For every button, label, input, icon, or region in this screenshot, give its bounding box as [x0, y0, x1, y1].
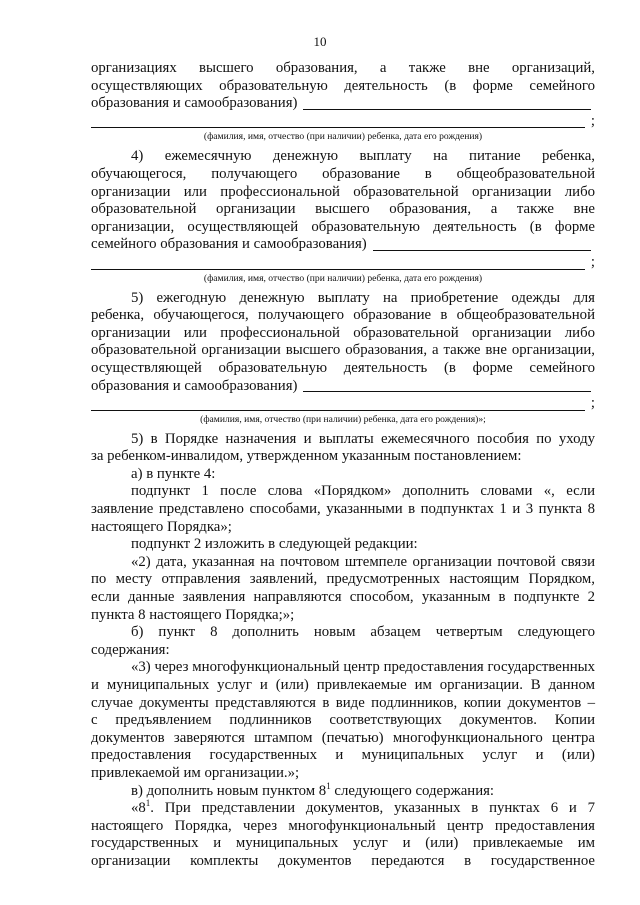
fill-in-field	[91, 113, 595, 131]
semicolon: ;	[590, 395, 595, 412]
text-line: организации комплекты документов передаются в государственное	[91, 852, 595, 869]
text-line: привлекаемой им организации.»;	[91, 764, 300, 781]
text-line: обучающегося, получающего образование в общеобразовательной	[91, 165, 595, 182]
page-number: 10	[313, 34, 327, 49]
superscript: 1	[326, 780, 331, 791]
text-fragment: . При представлении документов, указанных в пунктах 6 и 7	[150, 800, 595, 817]
text-line: за ребенком-инвалидом, утвержденном указанным постановлением:	[91, 448, 522, 465]
fill-in-field	[91, 95, 595, 113]
blank-line	[303, 391, 591, 392]
text-line: по месту отправления заявлений, предусмотренных настоящим Порядком,	[91, 571, 595, 588]
text-line: образования и самообразования)	[91, 95, 298, 112]
text-line: заявление представлено способами, указанными в подпунктах 1 и 3 пункта 8	[91, 501, 595, 518]
text-line: образовательной организации высшего образования, а также вне организации,	[91, 342, 595, 359]
text-fragment: «8	[131, 800, 146, 817]
text-line: организации или профессиональной образовательной организации либо	[91, 324, 595, 341]
text-line: организации или профессиональной образовательной организации либо	[91, 183, 595, 200]
text-line: образования и самообразования)	[91, 377, 298, 394]
text-fragment: в) дополнить новым пунктом 8	[131, 782, 327, 799]
blank-line	[303, 109, 591, 110]
text-line: настоящего Порядка, через многофункциональный центр предоставления	[91, 817, 595, 834]
text-line: предоставления государственных и муниципальных услуг и (или)	[91, 747, 595, 764]
semicolon: ;	[590, 253, 595, 270]
text-line: и муниципальных услуг и (или) привлекаемые им организации. В данном	[91, 677, 595, 693]
field-caption: (фамилия, имя, отчество (при наличии) ребенка, дата его рождения)»;	[200, 413, 486, 425]
blank-line	[91, 269, 585, 270]
text-line: пункта 8 настоящего Порядка;»;	[91, 606, 295, 623]
document-body	[91, 60, 595, 871]
text-line: с предъявлением подлинников соответствующих документов. Копии	[91, 712, 595, 729]
field-caption: (фамилия, имя, отчество (при наличии) ребенка, дата его рождения)	[203, 272, 483, 284]
text-line: а) в пункте 4:	[131, 465, 216, 482]
fill-in-field	[91, 236, 595, 254]
text-line: 4) ежемесячную денежную выплату на питание ребенка,	[131, 148, 595, 165]
text-line: подпункт 2 изложить в следующей редакции:	[131, 536, 418, 553]
text-line: осуществляющих образовательную деятельность (в форме семейного	[91, 77, 595, 94]
fill-in-field	[91, 395, 595, 413]
text-line: если данные заявления направляются способом, указанным в подпункте 2	[91, 589, 595, 606]
text-line	[91, 780, 595, 801]
text-line: 5) ежегодную денежную выплату на приобретение одежды для	[131, 289, 595, 306]
text-line: ребенка, обучающегося, получающего образование в общеобразовательной	[91, 307, 595, 324]
text-line: документов заверяются штампом (печатью) многофункционального центра	[91, 729, 595, 746]
text-line: случае документы представляются в виде подлинников, копии документов –	[91, 694, 595, 711]
text-line: «3) через многофункциональный центр предоставления государственных	[131, 659, 595, 676]
text-line: настоящего Порядка»;	[91, 518, 232, 535]
text-line: образовательной организации высшего образования, а также вне	[91, 201, 595, 218]
text-fragment: следующего содержания:	[330, 782, 495, 799]
blank-line	[91, 410, 585, 411]
superscript: 1	[145, 798, 151, 809]
semicolon: ;	[590, 112, 595, 129]
field-caption: (фамилия, имя, отчество (при наличии) ребенка, дата его рождения)	[203, 131, 483, 143]
text-line: организациях высшего образования, а также вне организаций,	[91, 60, 595, 76]
text-line	[91, 800, 595, 818]
text-line: «2) дата, указанная на почтовом штемпеле организации почтовой связи	[131, 553, 595, 570]
text-line: семейного образования и самообразования)	[91, 236, 367, 253]
fill-in-field	[91, 254, 595, 272]
text-line: организации, осуществляющей образовательную деятельность (в форме	[91, 218, 595, 235]
text-line: подпункт 1 после слова «Порядком» дополнить словами «, если	[131, 483, 595, 500]
text-line: б) пункт 8 дополнить новым абзацем четвертым следующего содержания:	[91, 624, 595, 658]
text-line: государственных и муниципальных услуг и (или) привлекаемые им	[91, 835, 595, 852]
text-line: 5) в Порядке назначения и выплаты ежемесячного пособия по уходу	[131, 430, 595, 447]
blank-line	[91, 127, 585, 128]
fill-in-field	[91, 378, 595, 396]
text-line: осуществляющей образовательную деятельность (в форме семейного	[91, 359, 595, 376]
blank-line	[373, 250, 591, 251]
